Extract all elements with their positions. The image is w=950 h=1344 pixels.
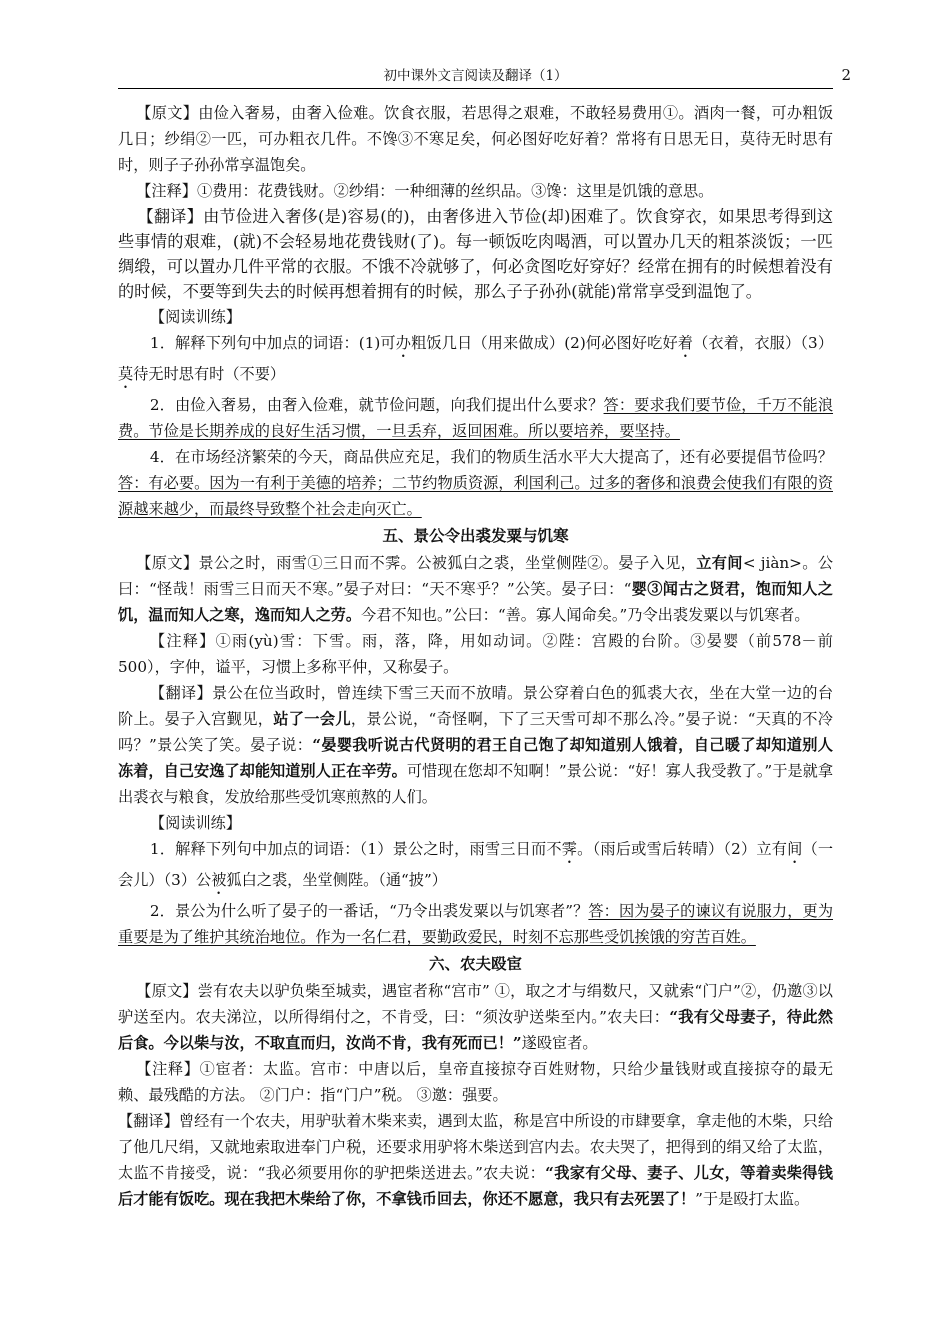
- s5-title: 五、景公令出裘发粟与饥寒: [382, 526, 569, 545]
- q1-text: 待无时思有时（不要）: [133, 365, 286, 383]
- s6-translation: [118, 1108, 833, 1212]
- s4-question-4: [118, 444, 833, 522]
- q1-text: 狐白之裘，坐堂侧陛。（通“披”）: [226, 871, 447, 889]
- q1-text: 。（雨后或雪后转晴）（2）立有: [577, 840, 788, 858]
- text-run: ”于是殴打太监。: [695, 1190, 810, 1208]
- text-run: 【翻译】曾经有一个农夫，用驴驮着木柴来卖，遇到太监，称是宫中所设的市肆要拿，拿走他的木柴，只给了他几尺绢，又就地索取进奉门户税，还要求用驴将木柴送到宫内去。农夫哭了，把得到的绢又给了太监，太监不肯接受，说：“我必须要用你的驴把柴送进去。”农夫说：: [118, 1112, 833, 1182]
- bold-run: 立有间: [696, 554, 743, 572]
- text-run: 【原文】景公之时，雨雪①三日而不霁。公被狐白之裘，坐堂侧陛②。晏子入见，: [136, 554, 697, 572]
- dotted-word: 被: [211, 871, 227, 889]
- dotted-word: 着: [677, 334, 694, 352]
- q1-text: （衣着，衣服）（3）: [693, 334, 834, 352]
- bold-run: “晏婴我听说古代贤明的君王自己饱了却知道别人饿着，自己暖了却知道别人冻着，自己安逸了却能知道别人正在辛劳。: [118, 736, 833, 780]
- q1-text: （一会儿）（3）公: [118, 840, 834, 889]
- bold-run: 站了一会儿: [273, 710, 351, 728]
- s6-notes: 【注释】①宦者：太监。宫市：中唐以后，皇帝直接掠夺百姓财物，只给少量钱财或直接掠夺的最无赖、最残酷的方法。 ②门户：指“门户”税。 ③邀：强要。: [118, 1060, 833, 1104]
- s6-original-text: [118, 978, 833, 1056]
- header-title: 初中课外文言阅读及翻译（1）: [383, 68, 568, 84]
- s4-exercise-heading: 【阅读训练】: [149, 308, 242, 326]
- text-run: ，景公说，“奇怪啊，下了三天雪可却不那么冷。”晏子说：“天真的不冷吗？”景公笑了笑。晏子说：: [118, 710, 833, 754]
- text-run: 遂殴宦者。: [521, 1034, 598, 1052]
- question-text: 2．景公为什么听了晏子的一番话，“乃令出裘发粟以与饥寒者”？: [149, 902, 589, 920]
- question-text: 2．由俭入奢易，由奢入俭难，就节俭问题，向我们提出什么要求？: [149, 396, 604, 414]
- s5-notes: 【注释】①雨(yù)雪：下雪。雨，落，降，用如动词。②陛：宫殿的台阶。③晏婴（前578－前500），字仲，谥平，习惯上多称平仲，又称晏子。: [118, 632, 833, 676]
- page-number: 2: [841, 66, 851, 84]
- s5-exercise-heading: 【阅读训练】: [149, 814, 242, 832]
- text-run: 可惜现在您却不知啊！”景公说：“好！寡人我受教了。”于是就拿出裘衣与粮食，发放给那些受饥寒煎熬的人们。: [118, 762, 834, 806]
- s5-original-text: [118, 550, 833, 628]
- s4-translation: 【翻译】由节俭进入奢侈(是)容易(的)，由奢侈进入节俭(却)困难了。饮食穿衣，如果思考得到这些事情的艰难，(就)不会轻易地花费钱财(了)。每一顿饭吃肉喝酒，可以置办几天的粗茶淡饭；一匹绸缎，可以置办几件平常的衣服。不饿不冷就够了，何必贪图吃好穿好？经常在拥有的时候想着没有的时候，不要等到失去的时候再想着拥有的时候，那么子子孙孙(就能)常常享受到温饱了。: [118, 207, 833, 301]
- s6-title: 六、农夫殴宦: [428, 954, 522, 973]
- text-run: 【原文】尝有农夫以驴负柴至城卖，遇宦者称“宫市” ①，取之才与绢数尺，又就索“门户”②，仍邀③以驴送至内。农夫涕泣，以所得绢付之，不肯受，曰：“须汝驴送柴至内。”农夫曰：: [118, 982, 833, 1026]
- question-text: 4．在市场经济繁荣的今天，商品供应充足，我们的物质生活水平大大提高了，还有必要提倡节俭吗？: [149, 448, 833, 466]
- s4-question-2: [118, 392, 833, 444]
- s5-question-1: [118, 836, 833, 898]
- dotted-word: 办: [395, 334, 412, 352]
- answer-text: 答：要求我们要节俭，千万不能浪费。节俭是长期养成的良好生活习惯，一旦丢弃，返回困难。所以要培养，要坚持。: [118, 396, 834, 440]
- dotted-word: 莫: [118, 365, 134, 383]
- page-header: [118, 66, 851, 89]
- dotted-word: 霁: [561, 840, 578, 858]
- s5-translation: [118, 680, 833, 810]
- bold-run: “我家有父母、妻子、儿女，等着卖柴得钱后才能有饭吃。现在我把木柴给了你，不拿钱币回去，你还不愿意，我只有去死罢了！: [118, 1164, 833, 1208]
- bold-run: 婴③闻古之贤君，饱而知人之饥，温而知人之寒，逸而知人之劳。: [118, 580, 833, 624]
- s4-original-text: 【原文】由俭入奢易，由奢入俭难。饮食衣服，若思得之艰难，不敢轻易费用①。酒肉一餐，可办粗饭几日；纱绢②一匹，可办粗衣几件。不馋③不寒足矣，何必图好吃好着？常将有日思无日，莫待无时思有时，则子子孙孙常享温饱矣。: [118, 104, 833, 174]
- answer-text: 答：有必要。因为一有利于美德的培养；二节约物质资源，利国利己。过多的奢侈和浪费会使我们有限的资源越来越少，而最终导致整个社会走向灭亡。: [118, 474, 833, 518]
- s5-question-2: [118, 898, 833, 950]
- s4-notes: 【注释】①费用：花费钱财。②纱绢：一种细薄的丝织品。③馋：这里是饥饿的意思。: [136, 182, 714, 200]
- answer-text: 答：因为晏子的谏议有说服力，更为重要是为了维护其统治地位。作为一名仁君，要勤政爱民，时刻不忘那些受饥挨饿的穷苦百姓。: [118, 902, 834, 946]
- text-run: < jiàn>。公曰：“怪哉！雨雪三日而天不寒。”晏子对曰：“天不寒乎？”公笑。晏子曰：“: [118, 554, 834, 598]
- text-run: 【翻译】景公在位当政时，曾连续下雪三天而不放晴。景公穿着白色的狐裘大衣，坐在大堂一边的台阶上。晏子入宫觐见，: [118, 684, 833, 728]
- q1-text: 1．解释下列句中加点的词语：（1）景公之时，雨雪三日而不: [149, 840, 562, 858]
- s4-question-1: [118, 330, 833, 392]
- q1-text: 1．解释下列句中加点的词语：(1)可: [149, 334, 396, 352]
- dotted-word: 间: [787, 840, 803, 858]
- bold-run: “我有父母妻子，待此然后食。今以柴与汝，不取直而归，汝尚不肯，我有死而已！”: [118, 1008, 833, 1052]
- text-run: 今君不知也。”公曰：“善。寡人闻命矣。”乃令出裘发粟以与饥寒者。: [361, 606, 810, 624]
- q1-text: 粗饭几日（用来做成）(2)何必图好吃好: [411, 334, 678, 352]
- document-body: [118, 100, 833, 1212]
